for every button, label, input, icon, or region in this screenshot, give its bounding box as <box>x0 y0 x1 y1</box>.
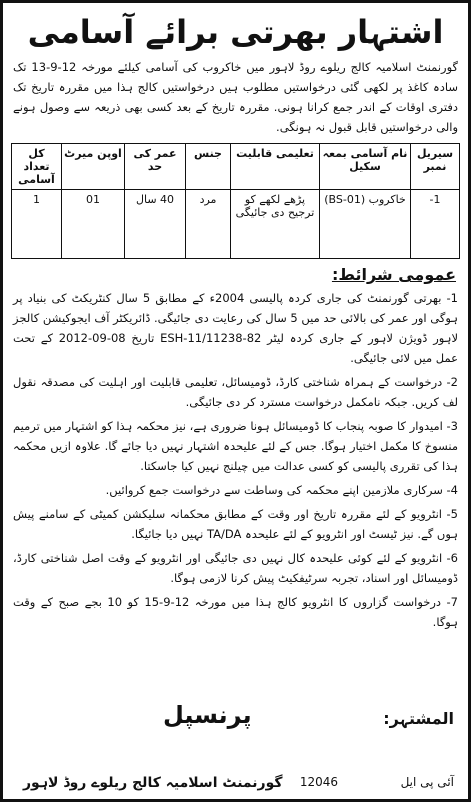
ipl-label: آئی پی ایل <box>400 775 454 789</box>
page-title: اشتہار بھرتی برائے آسامی <box>27 13 444 51</box>
intro-paragraph: گورنمنٹ اسلامیہ کالج ریلوے روڈ لاہور میں خاکروب کی آسامی کیلئے مورخہ 12-9-13 تک سادہ کاغذ پر لکھی گئی درخواستیں مطلوب ہیں درخواستیں کالج ہذا میں مقررہ تاریخ تک دفتری اوقات کے اندر جمع کرانا ہونی. مقررہ تاریخ کے بعد کسی بھی ذریعہ سے وصول ہونے والی درخواستیں قابل قبول نہ ہونگی. <box>13 60 458 134</box>
college-name: گورنمنٹ اسلامیہ کالج ریلوے روڈ لاہور <box>23 775 283 791</box>
condition-item: 6- انٹرویو کے لئے کوئی علیحدہ کال نہیں دی جائیگی اور انٹرویو کے وقت اصل شناختی کارڈ، ڈومیسائل اور اسناد، تجربہ سرٹیفکیٹ پیش کرنا لازمی ہوگا. <box>13 551 458 585</box>
col-serial: سیریل نمبر <box>411 144 460 190</box>
col-open-merit: اوپن میرٹ <box>62 144 125 190</box>
ipl-number: 12046 <box>299 775 338 789</box>
advertisement-footer <box>13 701 458 793</box>
condition-item: 4- سرکاری ملازمین اپنے محکمہ کی وساطت سے درخواست جمع کروائیں. <box>105 483 458 497</box>
condition-item: 7- درخواست گزاروں کا انٹرویو کالج ہذا میں مورخہ 12-9-15 کو 10 بجے صبح کے وقت ہوگا. <box>13 595 458 629</box>
col-total-posts: کل تعداد آسامی <box>12 144 62 190</box>
conditions-list <box>11 288 460 632</box>
condition-item: 5- انٹرویو کے لئے مقررہ تاریخ اور وقت کے مطابق محکمانہ سلیکشن کمیٹی کے سامنے پیش ہوں گے. نیز ٹیسٹ اور انٹرویو کے لئے علیحدہ TA/DA نہیں دیا جائیگا. <box>13 507 458 541</box>
cell-open-merit: 01 <box>62 190 125 259</box>
col-qualification: تعلیمی قابلیت <box>231 144 320 190</box>
col-post-name: نام آسامی بمعہ سکیل <box>320 144 411 190</box>
table-row <box>12 190 460 259</box>
col-gender: جنس <box>186 144 231 190</box>
conditions-heading: عمومی شرائط: <box>331 265 456 284</box>
principal-title: پرنسپل <box>163 701 252 729</box>
cell-serial: 1- <box>411 190 460 259</box>
condition-item: 1- بھرتی گورنمنٹ کی جاری کردہ پالیسی 2004ء کے مطابق 5 سال کنٹریکٹ کی بنیاد پر ہوگی اور عمر کی بالائی حد میں 5 سال کی رعایت دی جائیگی. ڈائریکٹر آف ایجوکیشن کالجز لاہور ڈویژن لاہور کے جاری کردہ لیٹر ESH-11/11238-82 تاریخ 08-09-2012 کے تحت عمل میں لائی جائیگی. <box>13 291 459 365</box>
cell-age-limit: 40 سال <box>125 190 186 259</box>
table-header-row <box>12 144 460 190</box>
condition-item: 3- امیدوار کا صوبہ پنجاب کا ڈومیسائل ہونا ضروری ہے، نیز محکمہ ہذا کو اشتہار میں ترمیم منسوخ کا مکمل اختیار ہوگا. جس کے لئے علیحدہ اشتہار نہیں دیا جائے گا. علاوہ ازیں محکمہ ہذا کی تقرری پالیسی کو کسی عدالت میں چیلنج نہیں کیا جاسکتا. <box>13 419 458 473</box>
cell-gender: مرد <box>186 190 231 259</box>
col-age-limit: عمر کی حد <box>125 144 186 190</box>
advertiser-label: المشتہر: <box>383 709 454 728</box>
cell-post-name: خاکروب (BS-01) <box>320 190 411 259</box>
cell-qualification: پڑھے لکھے کو ترجیح دی جائیگی <box>231 190 320 259</box>
cell-total-posts: 1 <box>12 190 62 259</box>
posts-table <box>11 143 460 259</box>
condition-item: 2- درخواست کے ہمراہ شناختی کارڈ، ڈومیسائل، تعلیمی قابلیت اور اہلیت کی مصدقہ نقول لف کریں. جبکہ نامکمل درخواست مسترد کر دی جائیگی. <box>13 375 458 409</box>
